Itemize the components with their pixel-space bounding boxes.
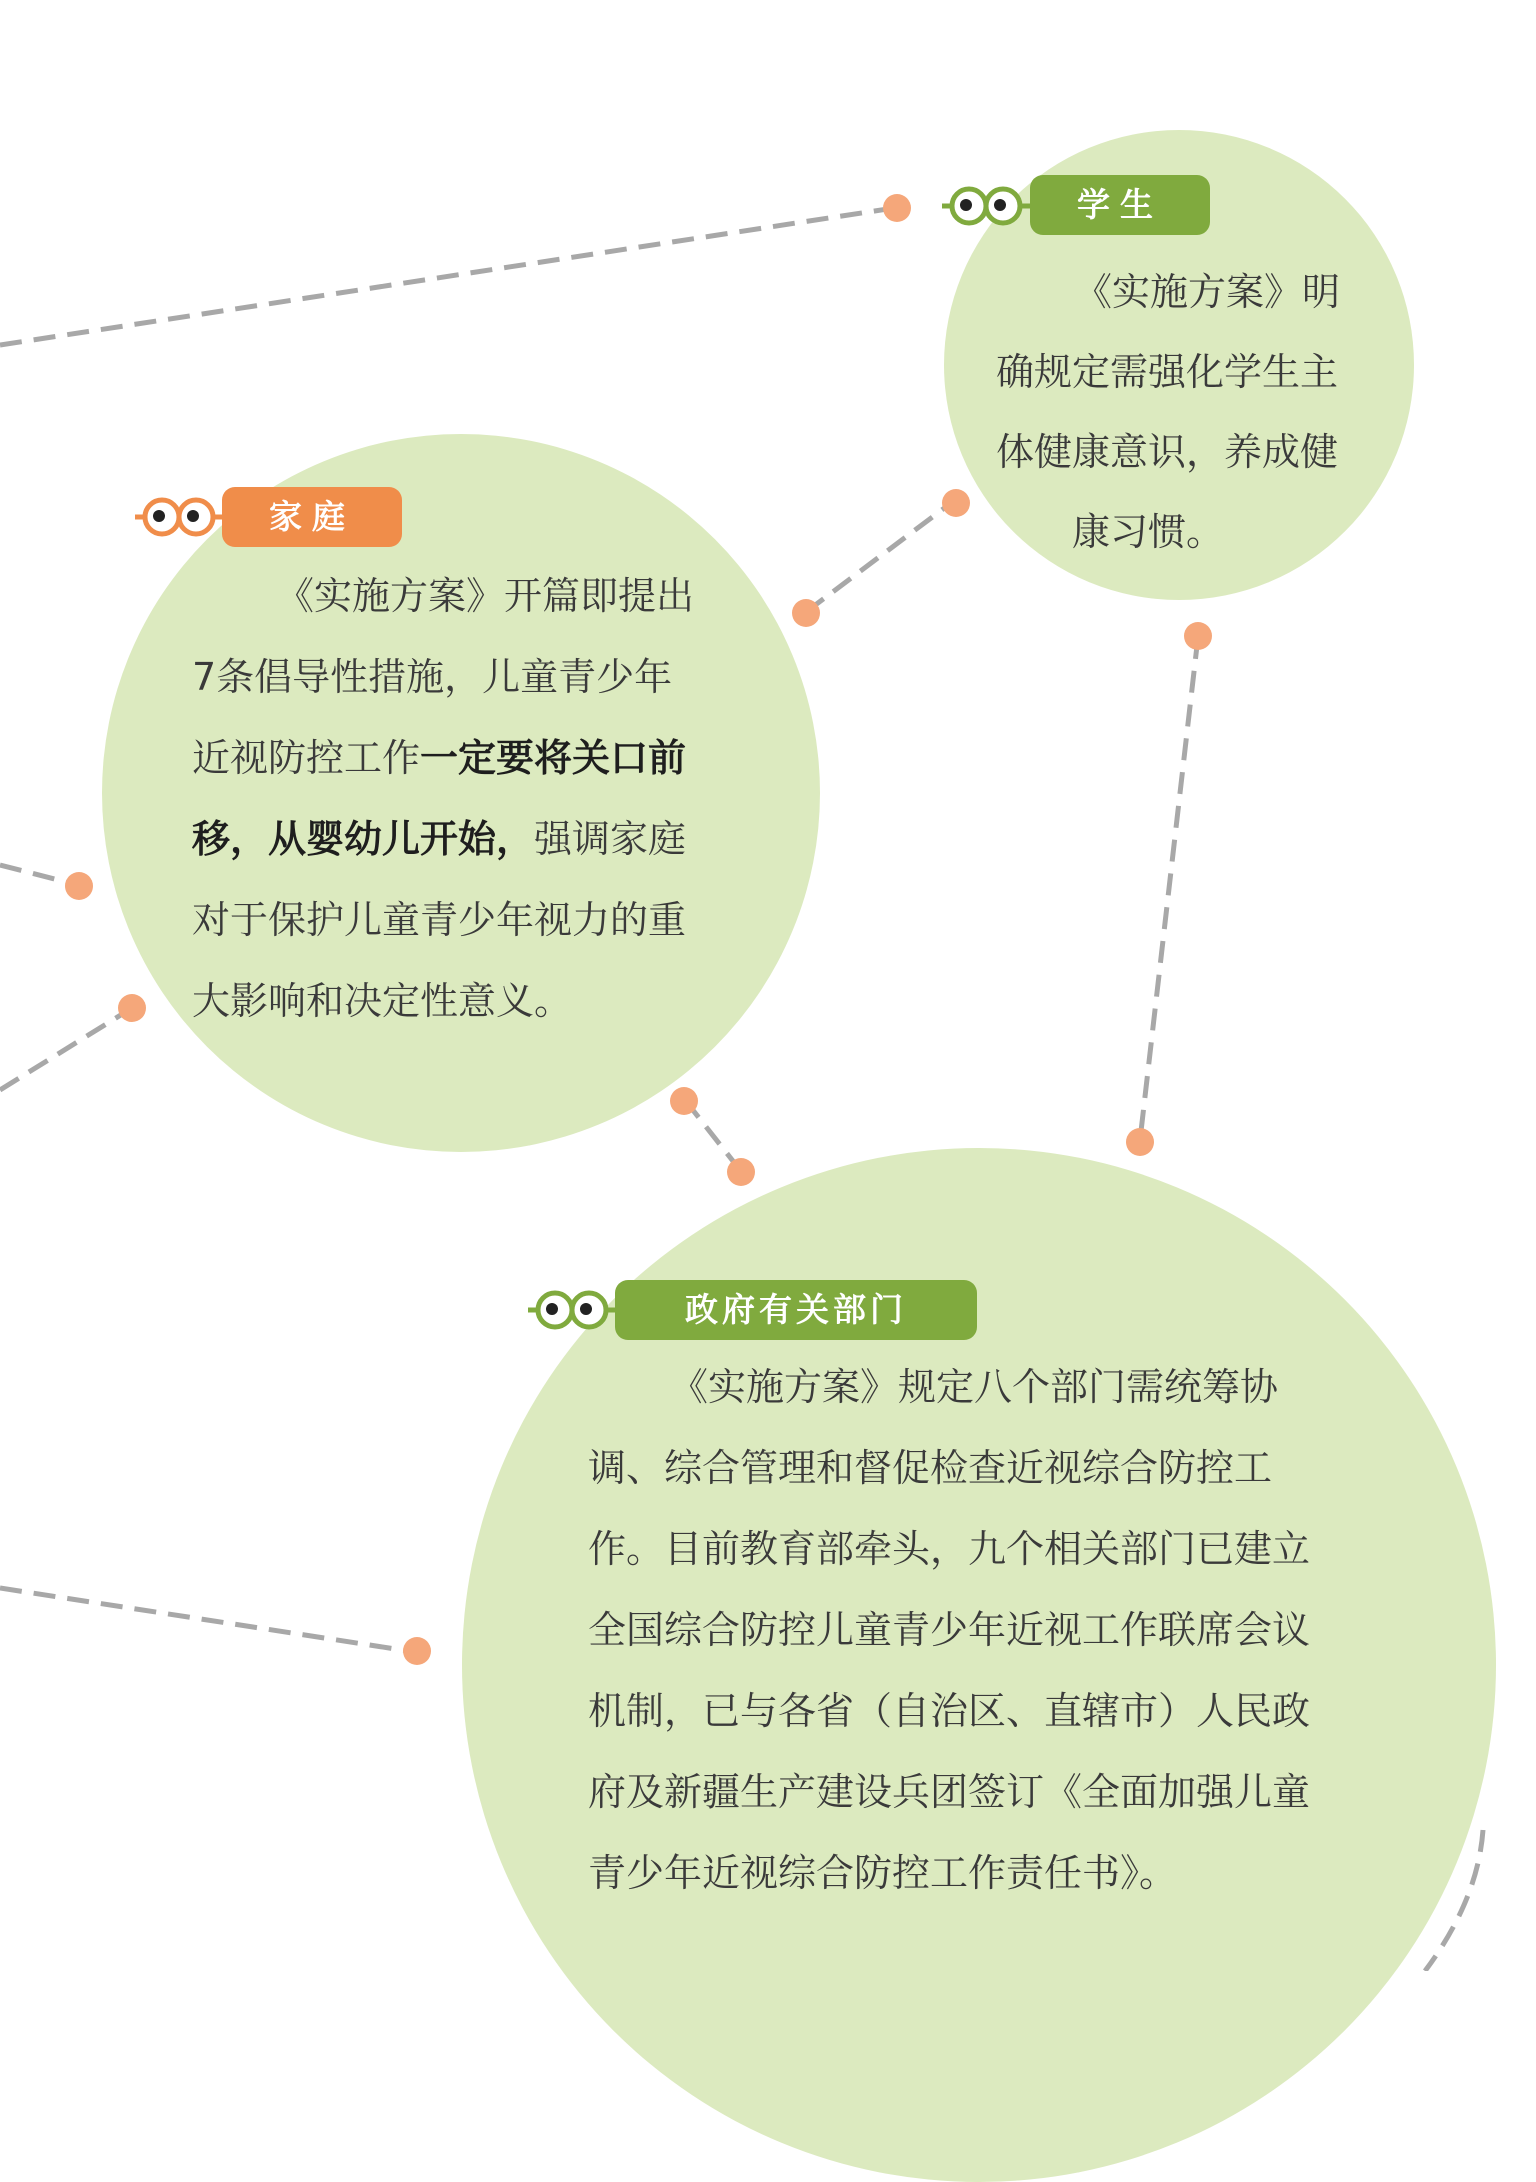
family-text-plain: 强调家庭 [534, 817, 687, 861]
connector-line-left-bottom [0, 1588, 415, 1652]
family-text-line: 大影响和决定性意义。 [192, 979, 573, 1023]
government-text-line: 调、综合管理和督促检查近视综合防控工 [588, 1446, 1273, 1490]
connector-line-student-government [1140, 637, 1198, 1140]
connector-dot [403, 1637, 431, 1665]
googly-eyes-icon [135, 495, 223, 539]
student-text-line: 康习惯。 [1072, 510, 1225, 554]
family-text-emphasis: 移，从婴幼儿开始， [192, 817, 535, 861]
connector-line-top-left [0, 208, 894, 345]
government-text-line: 作。目前教育部牵头，九个相关部门已建立 [588, 1527, 1311, 1571]
government-text-line: 府及新疆生产建设兵团签订《全面加强儿童 [588, 1770, 1311, 1814]
family-text-line [192, 799, 752, 880]
connector-dot [670, 1087, 698, 1115]
student-text-line: 《实施方案》明 [1074, 270, 1341, 314]
government-text-line: 机制，已与各省（自治区、直辖市）人民政 [588, 1689, 1311, 1733]
student-text-line: 体健康意识，养成健 [996, 430, 1339, 474]
family-text [192, 556, 752, 1042]
government-text-line: 全国综合防控儿童青少年近视工作联席会议 [588, 1608, 1311, 1652]
connector-dot [942, 489, 970, 517]
family-text-line: 对于保护儿童青少年视力的重 [192, 898, 687, 942]
family-text-line: 7条倡导性措施，儿童青少年 [192, 655, 673, 699]
connector-dot [65, 872, 93, 900]
family-text-emphasis: 一定要将关口前 [420, 736, 687, 780]
family-text-plain: 近视防控工作 [192, 736, 421, 780]
student-label: 学生 [1030, 175, 1210, 235]
government-text-line: 《实施方案》规定八个部门需统筹协 [670, 1365, 1279, 1409]
student-text-line: 确规定需强化学生主 [996, 350, 1339, 394]
family-text-line [192, 718, 752, 799]
connector-line-family-student [806, 500, 955, 612]
family-text-line: 《实施方案》开篇即提出 [276, 574, 695, 618]
family-label: 家庭 [222, 487, 402, 547]
connector-dot [1126, 1128, 1154, 1156]
connector-dot [118, 994, 146, 1022]
student-text [996, 252, 1386, 572]
connector-line-left-lower [0, 1008, 132, 1090]
googly-eyes-icon [528, 1288, 616, 1332]
government-text [588, 1347, 1378, 1914]
government-text-line: 青少年近视综合防控工作责任书》。 [588, 1851, 1178, 1895]
connector-dot [727, 1158, 755, 1186]
connector-dot [792, 599, 820, 627]
connector-dot [883, 194, 911, 222]
government-label: 政府有关部门 [615, 1280, 977, 1340]
googly-eyes-icon [942, 184, 1030, 228]
connector-dot [1184, 622, 1212, 650]
